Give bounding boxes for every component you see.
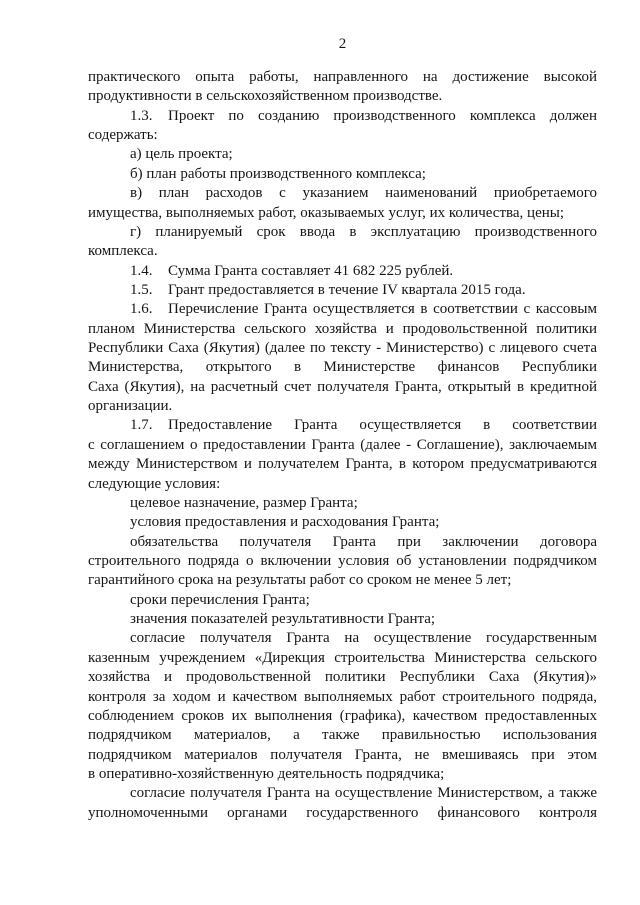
text-line: подрядчиком материалов, а также правильностью использования [88,727,597,744]
text-line: строительного подряда о включении условия об установлении подрядчиком [88,552,597,569]
text-line: уполномоченными органами государственного финансового контроля [88,804,597,821]
clause-text: Проект по созданию производственного комплекса должен [168,107,597,124]
clause-number: 1.7. [130,417,153,434]
document-body [88,68,597,823]
text-line: контроля за ходом и качеством выполняемых работ строительного подряда, [88,688,597,705]
clause-number: 1.5. [130,281,153,298]
text-line: гарантийного срока на результаты работ со сроком не менее 5 лет; [88,572,512,589]
clause-line [88,262,597,281]
clause-text: Сумма Гранта составляет 41 682 225 рублей. [168,262,454,279]
list-item: а) цель проекта; [130,146,233,163]
condition-item: условия предоставления и расходования Гранта; [130,514,440,531]
text-line: между Министерством и получателем Гранта, в котором предусматриваются [88,456,597,473]
text-line: практического опыта работы, направленного на достижение высокой [88,69,597,85]
condition-item: согласие получателя Гранта на осуществление государственным [130,630,597,647]
condition-item: целевое назначение, размер Гранта; [130,494,358,511]
text-line: хозяйства и продовольственной политики Республики Саха (Якутия)» [88,669,597,686]
clause-line [88,107,597,126]
text-line: казенным учреждением «Дирекция строительства Министерства сельского [88,649,597,666]
text-line: соблюдением сроков их выполнения (графика), качеством предоставленных [88,707,597,724]
text-line: содержать: [88,127,158,144]
condition-item: значения показателей результативности Гранта; [130,611,436,628]
clause-text: Перечисление Гранта осуществляется в соответствии с кассовым [168,301,597,318]
text-line: комплекса. [88,243,158,260]
text-line: Министерства, открытого в Министерстве финансов Республики [88,359,597,376]
condition-item: сроки перечисления Гранта; [130,591,310,608]
clause-number: 1.3. [130,107,153,124]
clause-line [88,300,597,319]
text-line: продуктивности в сельскохозяйственном производстве. [88,88,443,105]
list-item: г) планируемый срок ввода в эксплуатацию производственного [130,223,597,240]
list-item: в) план расходов с указанием наименований приобретаемого [130,185,597,202]
text-line: следующие условия: [88,475,221,492]
text-line: с соглашением о предоставлении Гранта (далее - Соглашение), заключаемым [88,436,597,453]
text-line: планом Министерства сельского хозяйства и продовольственной политики [88,320,597,337]
clause-number: 1.4. [130,262,153,279]
clause-number: 1.6. [130,301,153,318]
condition-item: согласие получателя Гранта на осуществление Министерством, а также [130,785,597,802]
clause-text: Грант предоставляется в течение IV квартала 2015 года. [168,281,526,298]
clause-line [88,416,597,435]
text-line: подрядчиком материалов получателя Гранта, не вмешиваясь при этом [88,746,597,763]
text-line: имущества, выполняемых работ, оказываемых услуг, их количества, цены; [88,204,565,221]
page-number: 2 [338,36,347,52]
clause-text: Предоставление Гранта осуществляется в соответствии [168,417,597,434]
text-line: в оперативно-хозяйственную деятельность подрядчика; [88,765,445,782]
condition-item: обязательства получателя Гранта при заключении договора [130,533,597,550]
text-line: Саха (Якутия), на расчетный счет получателя Гранта, открытый в кредитной [88,378,597,395]
text-line: организации. [88,398,173,415]
clause-line [88,281,597,300]
list-item: б) план работы производственного комплекса; [130,165,426,182]
text-line: Республики Саха (Якутия) (далее по тексту - Министерство) с лицевого счета [88,340,597,357]
